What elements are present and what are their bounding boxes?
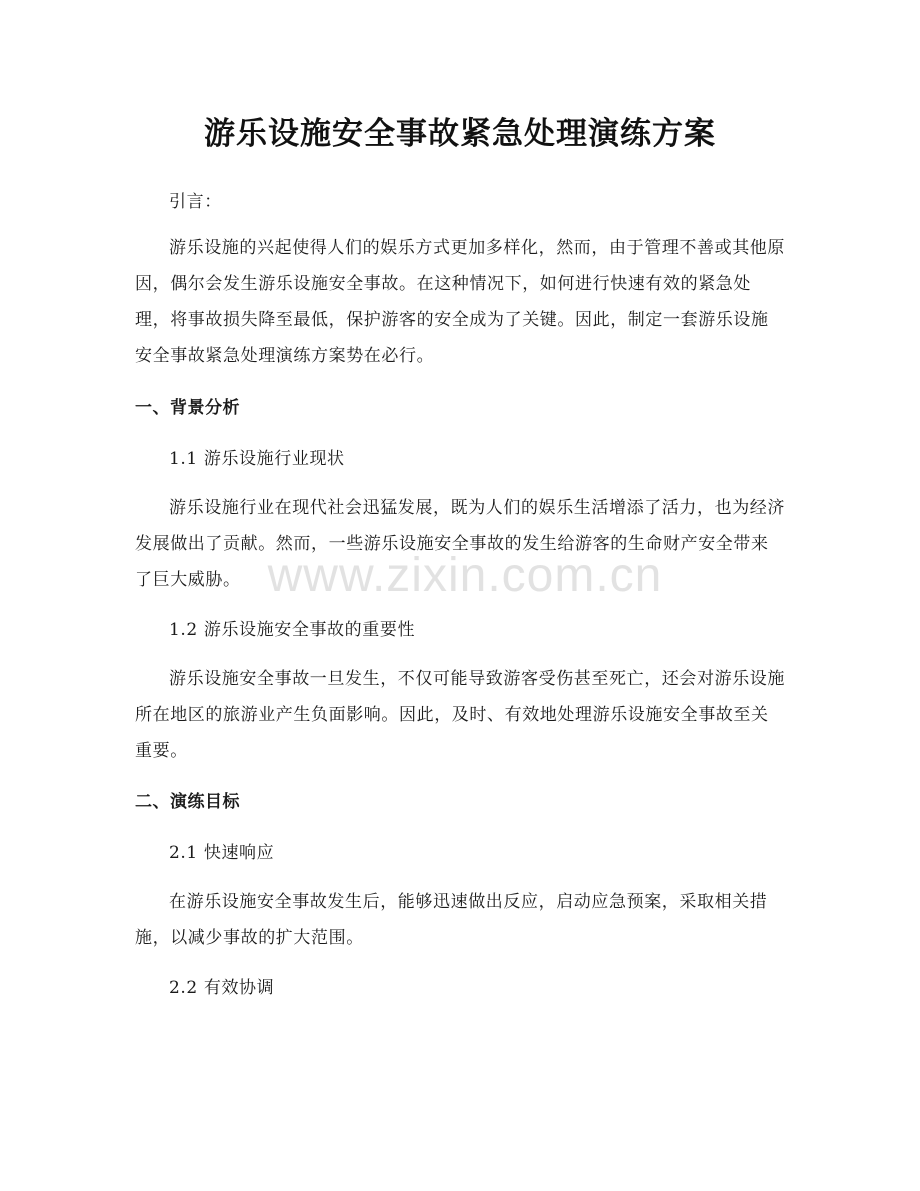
subsection-text-1-1: 游乐设施行业在现代社会迅猛发展，既为人们的娱乐生活增添了活力，也为经济发展做出了贡献。然而，一些游乐设施安全事故的发生给游客的生命财产安全带来了巨大威胁。 — [135, 498, 785, 590]
intro-label: 引言： — [169, 192, 222, 212]
subsection-title-2-1: 2.1 快速响应 — [169, 843, 275, 863]
watermark-text: www.zixin.com.cn — [267, 549, 663, 602]
intro-paragraph: 游乐设施的兴起使得人们的娱乐方式更加多样化，然而，由于管理不善或其他原因，偶尔会发生游乐设施安全事故。在这种情况下，如何进行快速有效的紧急处理，将事故损失降至最低，保护游客的安全成为了关键。因此，制定一套游乐设施安全事故紧急处理演练方案势在必行。 — [135, 238, 785, 366]
document-title: 游乐设施安全事故紧急处理演练方案 — [204, 116, 716, 152]
section-heading-background: 一、背景分析 — [135, 398, 240, 418]
subsection-title-1-1: 1.1 游乐设施行业现状 — [169, 449, 345, 469]
section-heading-goals: 二、演练目标 — [135, 792, 240, 812]
subsection-text-1-2: 游乐设施安全事故一旦发生，不仅可能导致游客受伤甚至死亡，还会对游乐设施所在地区的旅游业产生负面影响。因此，及时、有效地处理游乐设施安全事故至关重要。 — [135, 669, 785, 761]
subsection-title-2-2: 2.2 有效协调 — [169, 978, 275, 998]
subsection-title-1-2: 1.2 游乐设施安全事故的重要性 — [169, 620, 416, 640]
subsection-text-2-1: 在游乐设施安全事故发生后，能够迅速做出反应，启动应急预案，采取相关措施，以减少事故的扩大范围。 — [135, 892, 768, 948]
